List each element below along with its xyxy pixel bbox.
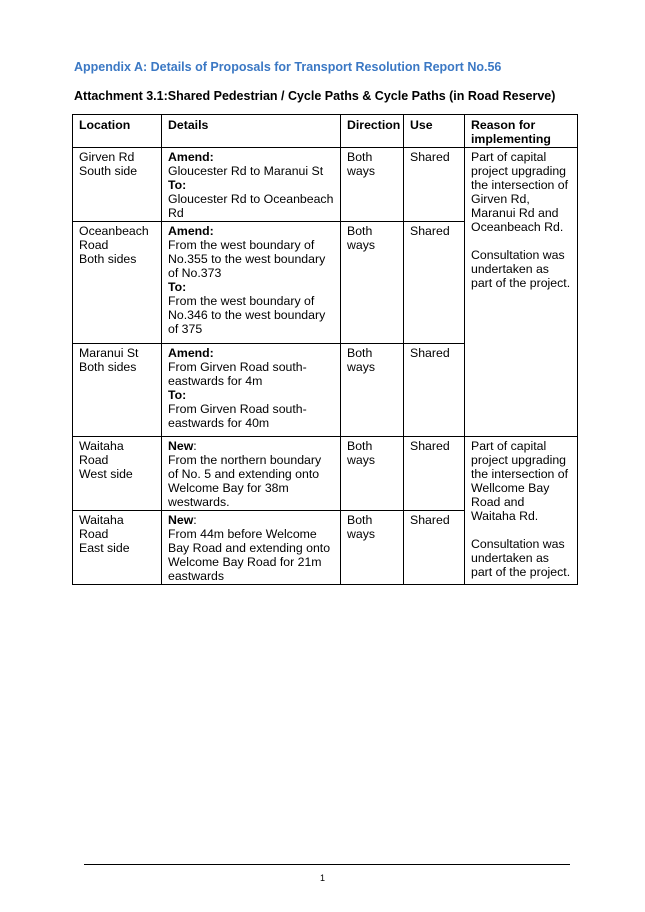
direction-cell: Both ways [341, 148, 404, 222]
location-name: Oceanbeach Road [79, 224, 149, 252]
details-to-label: To: [168, 178, 187, 192]
reason-cell [465, 437, 578, 585]
proposals-table [72, 114, 578, 585]
details-amend-label: Amend: [168, 150, 214, 164]
location-side: West side [79, 467, 133, 481]
use-cell: Shared [404, 222, 465, 344]
details-new-colon: : [193, 513, 197, 527]
details-to-label: To: [168, 280, 187, 294]
location-name: Waitaha Road [79, 439, 124, 467]
details-to-label: To: [168, 388, 187, 402]
location-cell [73, 344, 162, 437]
header-details: Details [162, 115, 341, 148]
location-side: Both sides [79, 360, 137, 374]
header-use: Use [404, 115, 465, 148]
details-amend-text: From Girven Road south-eastwards for 4m [168, 360, 307, 388]
location-name: Maranui St [79, 346, 139, 360]
header-location: Location [73, 115, 162, 148]
details-cell [162, 511, 341, 585]
details-to-text: From the west boundary of No.346 to the west boundary of 375 [168, 294, 326, 336]
footer-rule [84, 864, 570, 865]
location-cell [73, 437, 162, 511]
details-new-word: New [168, 513, 194, 527]
location-name: Girven Rd [79, 150, 135, 164]
direction-cell: Both ways [341, 437, 404, 511]
table-row [73, 148, 578, 222]
details-to-text: From Girven Road south-eastwards for 40m [168, 402, 307, 430]
details-cell [162, 222, 341, 344]
table-row [73, 437, 578, 511]
details-new-text: From 44m before Welcome Bay Road and extending onto Welcome Bay Road for 21m eastwards [168, 527, 331, 583]
details-cell [162, 437, 341, 511]
reason-spacer [471, 234, 571, 248]
use-cell: Shared [404, 511, 465, 585]
attachment-title: Attachment 3.1:Shared Pedestrian / Cycle Paths & Cycle Paths (in Road Reserve) [74, 89, 556, 103]
location-side: Both sides [79, 252, 137, 266]
location-side: South side [79, 164, 138, 178]
details-amend-text: Gloucester Rd to Maranui St [168, 164, 324, 178]
reason-consultation-text: Consultation was undertaken as part of the project. [471, 248, 571, 290]
location-name: Waitaha Road [79, 513, 124, 541]
location-cell [73, 511, 162, 585]
details-new-label [168, 439, 334, 453]
details-new-colon: : [193, 439, 197, 453]
details-cell [162, 344, 341, 437]
direction-cell: Both ways [341, 511, 404, 585]
reason-cell [465, 148, 578, 437]
details-new-text: From the northern boundary of No. 5 and extending onto Welcome Bay for 38m westwards. [168, 453, 322, 509]
details-amend-label: Amend: [168, 224, 214, 238]
details-new-label [168, 513, 334, 527]
details-amend-text: From the west boundary of No.355 to the west boundary of No.373 [168, 238, 326, 280]
location-cell [73, 222, 162, 344]
reason-text: Part of capital project upgrading the intersection of Wellcome Bay Road and Waitaha Rd. [471, 439, 569, 523]
page-number: 1 [319, 873, 325, 883]
details-to-text: Gloucester Rd to Oceanbeach Rd [168, 192, 334, 220]
reason-spacer [471, 523, 571, 537]
header-direction: Direction [341, 115, 404, 148]
appendix-title: Appendix A: Details of Proposals for Transport Resolution Report No.56 [74, 60, 502, 74]
direction-cell: Both ways [341, 344, 404, 437]
use-cell: Shared [404, 437, 465, 511]
details-amend-label: Amend: [168, 346, 214, 360]
use-cell: Shared [404, 344, 465, 437]
direction-cell: Both ways [341, 222, 404, 344]
location-cell [73, 148, 162, 222]
reason-text: Part of capital project upgrading the intersection of Girven Rd, Maranui Rd and Oceanbeach Rd. [471, 150, 569, 234]
header-reason: Reason for implementing [465, 115, 578, 148]
use-cell: Shared [404, 148, 465, 222]
location-side: East side [79, 541, 130, 555]
details-new-word: New [168, 439, 194, 453]
reason-consultation-text: Consultation was undertaken as part of the project. [471, 537, 571, 579]
details-cell [162, 148, 341, 222]
table-header-row [73, 115, 578, 148]
